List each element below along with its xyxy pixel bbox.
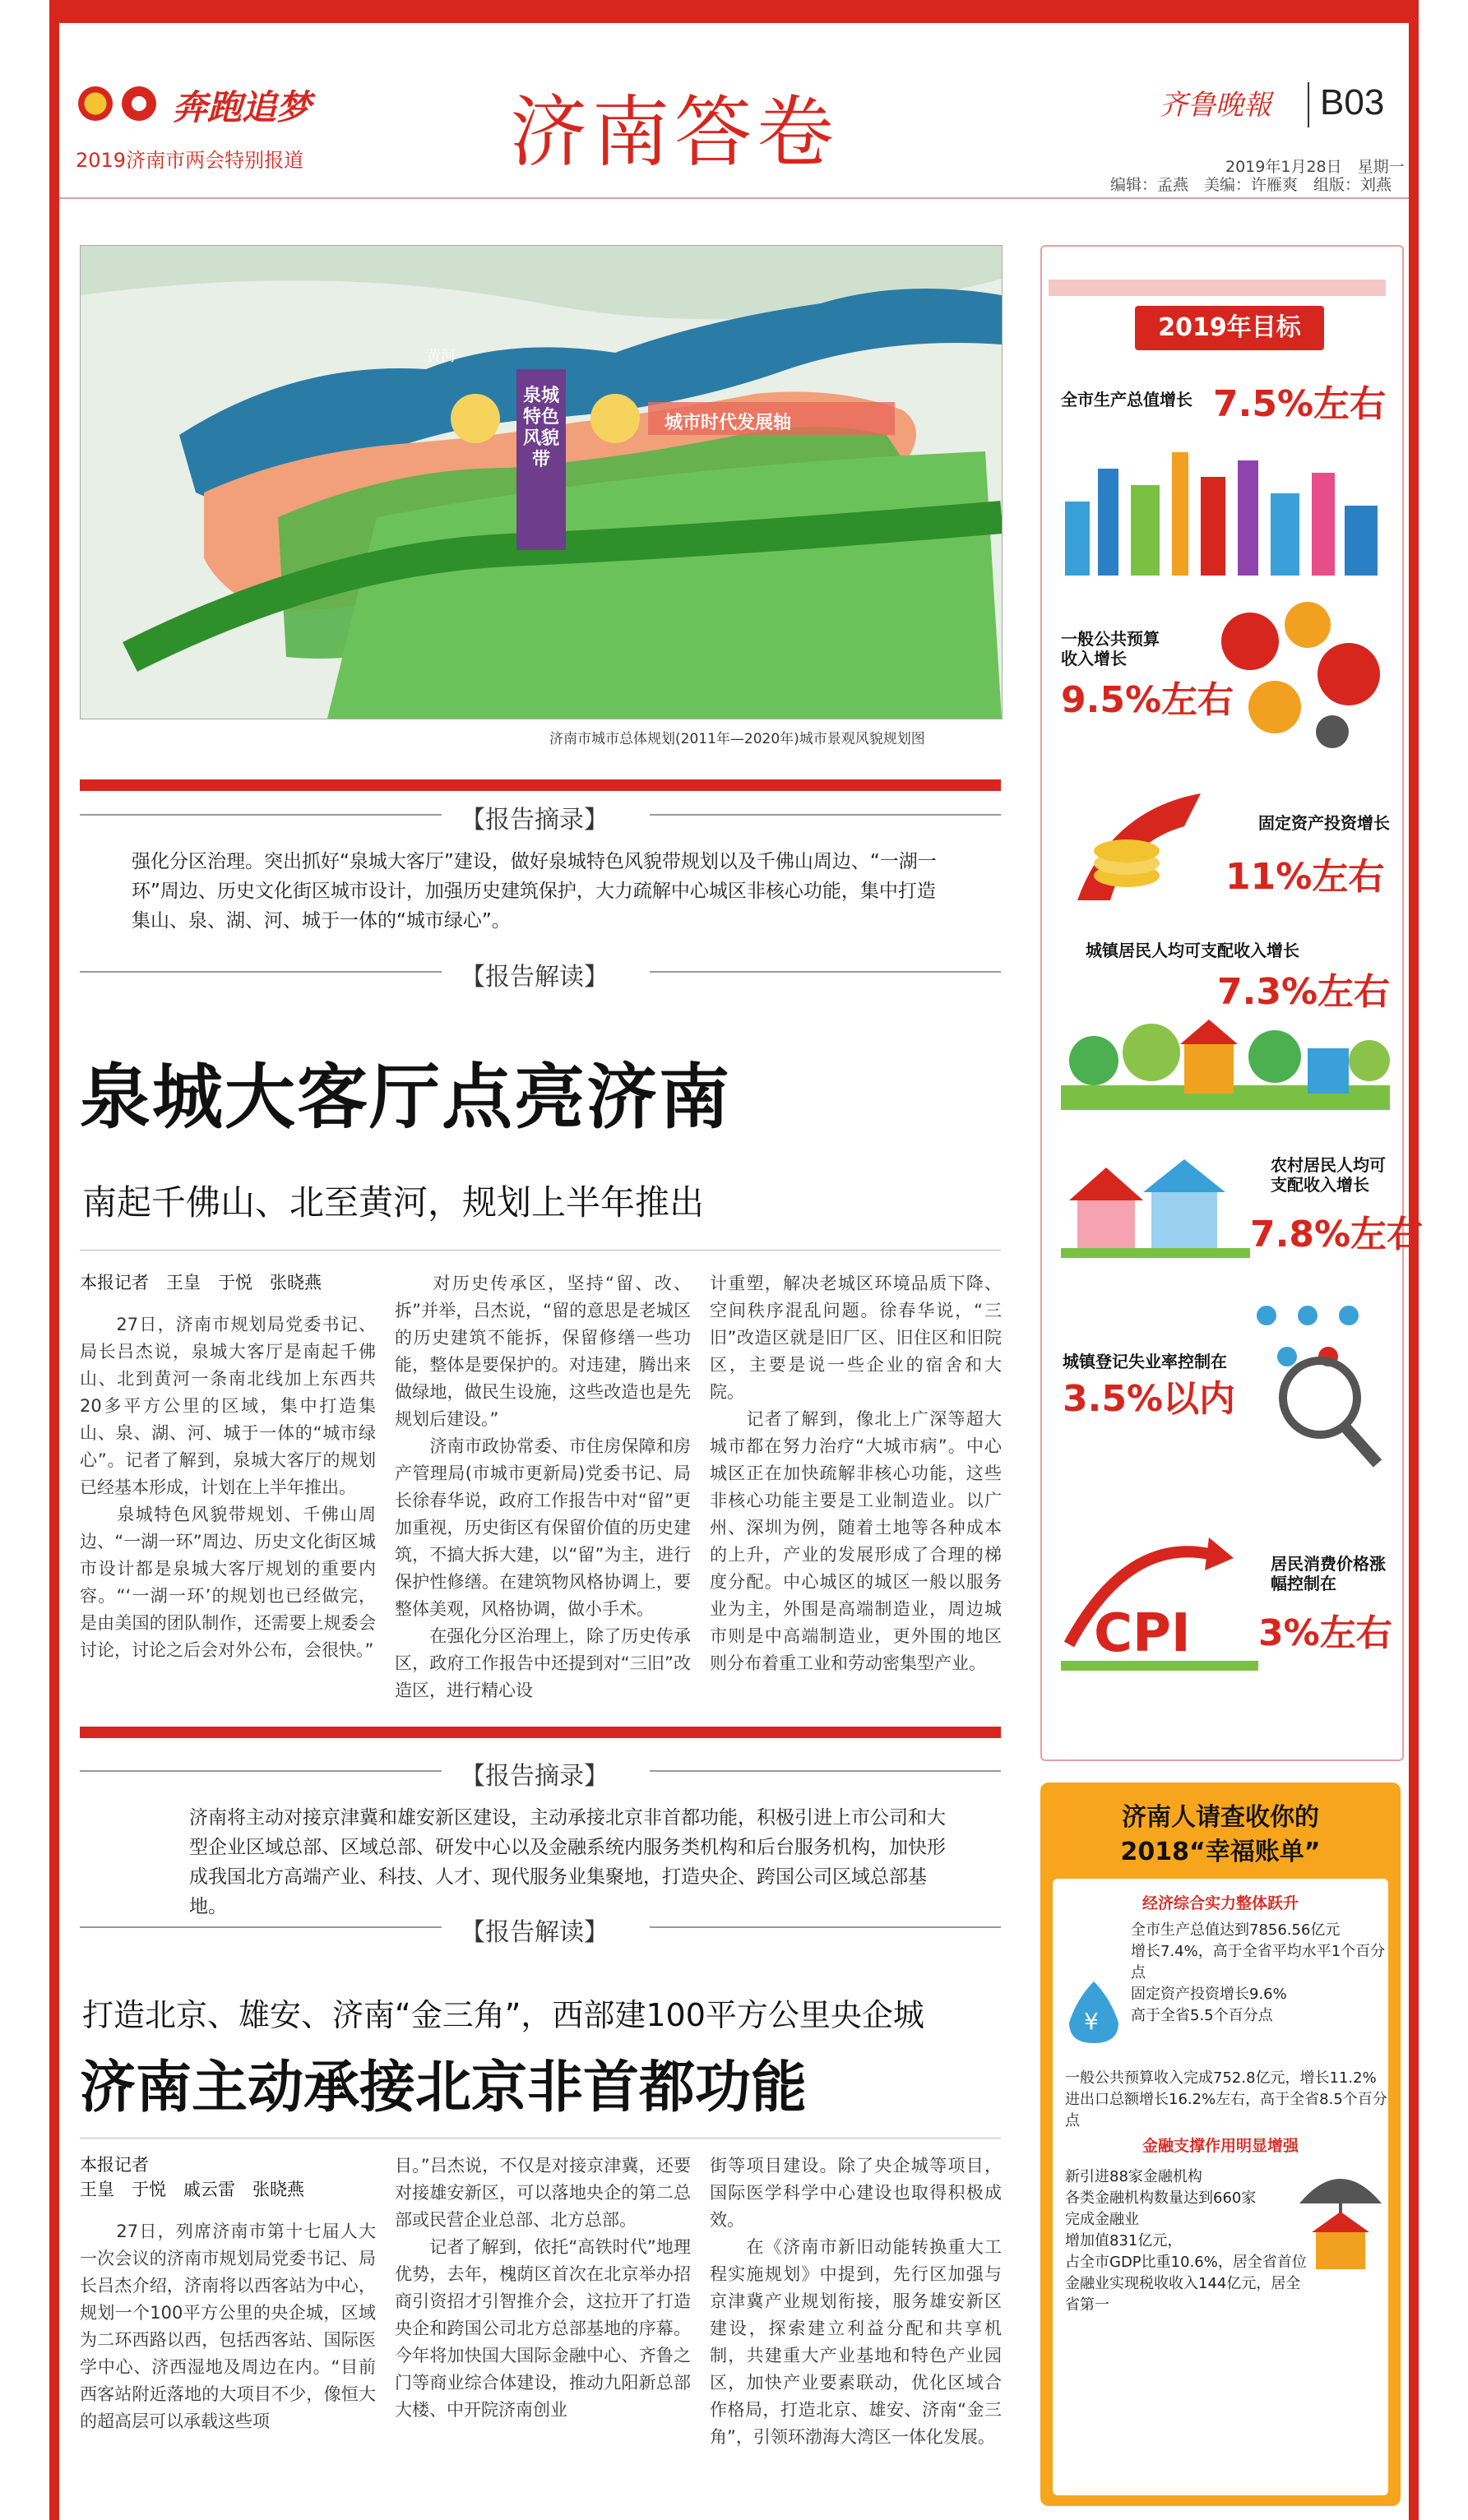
section2-red-bar (80, 1727, 1001, 1738)
section2-headline: 济南主动承接北京非首都功能 (80, 2055, 808, 2120)
goal-unemployment-value: 3.5%以内 (1063, 1378, 1236, 1420)
goal-budget-label: 一般公共预算收入增长 (1061, 629, 1160, 668)
page-number: B03 (1320, 82, 1385, 123)
section2-column-1: 27日，列席济南市第十七届人大一次会议的济南市规划局党委书记、局长吕杰介绍，济南将以西客站为中心，规划一个100平方公里的央企城，区域为二环西路以西，包括西客站、国际医学中心、济西湿地及周边在内。“目前西客站附近落地的大项目不少，像恒大的超高层可以承载这些项 (80, 2222, 376, 2431)
national-emblem-icon (78, 86, 113, 121)
money-bag-icon (1061, 1973, 1127, 2047)
map-graphic (81, 246, 1002, 719)
goals-panel-header-strip (1049, 280, 1386, 296)
section1-red-bar (80, 779, 1001, 791)
section1-subheadline: 南起千佛山、北至黄河，规划上半年推出 (82, 1182, 705, 1223)
gears-icon (1209, 592, 1390, 748)
issue-date: 2019年1月28日 星期一 (1225, 158, 1405, 176)
umbrella-house-icon (1291, 2154, 1390, 2277)
goal-rural-income-value: 7.8%左右 (1250, 1214, 1424, 1255)
section1-rule (80, 1250, 1001, 1251)
city-skyline-icon (1057, 436, 1386, 576)
section1-column-3: 计重塑，解决老城区环境品质下降、空间秩序混乱问题。徐春华说，“三旧”改造区就是旧厂区、旧住区和旧院区，主要是说一些企业的宿舍和大院。 记者了解到，像北上广深等超大城市都在努力治疗“大城市病”。中心城区正在加快疏解非核心功能，这些非核心功能主要是工业制造业。以广州、深圳为例，随着土地等各种成本的上升，产业的发展形成了合理的梯度分配。中心城区的城区一般以服务业为主，外围是高端制造业，周边城市则是中高端制造业，更外围的地区则分布着重工业和劳动密集型产业。 (710, 1274, 1002, 1673)
top-frame-bar (49, 0, 1419, 23)
goals-title: 2019年目标 (1135, 306, 1324, 350)
svg-text:¥: ¥ (1084, 2008, 1099, 2035)
account-economy-lines (1131, 1920, 1386, 2027)
section2-excerpt-text: 济南将主动对接京津冀和雄安新区建设，主动承接北京非首都功能，积极引进上市公司和大型企业区域总部、区域总部、研发中心以及金融系统内服务类机构和后台服务机构，加快形成我国北方高端产业、科技、人才、现代服务业集聚地，打造央企、跨国公司区域总部基地。 (189, 1807, 946, 1917)
goal-gdp-label: 全市生产总值增长 (1061, 390, 1192, 409)
account-line: 进出口总额增长16.2%左右，高于全省8.5个百分点 (1065, 2091, 1387, 2129)
account-section-economy: 经济综合实力整体跃升 (1142, 1894, 1299, 1912)
section2-rule (80, 2138, 1001, 2139)
goal-budget-value: 9.5%左右 (1061, 679, 1234, 721)
account-line: 固定资产投资增长9.6% (1131, 1986, 1287, 2003)
map-caption: 济南市城市总体规划(2011年—2020年)城市景观风貌规划图 (549, 731, 925, 747)
account-title: 济南人请查收你的 2018“幸福账单” (1120, 1803, 1321, 1866)
tag-line-left (80, 971, 442, 973)
goal-cpi-label: 居民消费价格涨幅控制在 (1271, 1554, 1386, 1593)
account-line: 金融业实现税收收入144亿元，居全省第一 (1065, 2275, 1301, 2314)
map-label-yellow-river: 黄河 (426, 348, 456, 365)
tag-line-left (80, 1770, 442, 1772)
section2-excerpt-tag: 【报告摘录】 (461, 1762, 609, 1791)
section1-excerpt-tag: 【报告摘录】 (461, 806, 609, 835)
account-line: 增加值831亿元， (1065, 2232, 1183, 2250)
special-report-subtitle: 2019济南市两会特别报道 (76, 149, 304, 172)
account-line: 占全市GDP比重10.6%，居全省首位 (1065, 2254, 1307, 2271)
account-line: 新引进88家金融机构 (1065, 2168, 1202, 2185)
map-label-feature-belt: 泉城特色风貌带 (522, 386, 559, 470)
account-line: 增长7.4%，高于全省平均水平1个百分点 (1131, 1943, 1386, 1981)
goal-urban-income-label: 城镇居民人均可支配收入增长 (1086, 941, 1299, 960)
header-divider (59, 197, 1409, 199)
account-finance-lines (1065, 2166, 1312, 2316)
city-planning-map (80, 245, 1003, 719)
newspaper-logo: 齐鲁晚報 (1160, 89, 1271, 122)
tag-line-left (80, 1926, 442, 1928)
brand-title: 奔跑追梦 (173, 87, 312, 127)
goal-cpi-value: 3%左右 (1258, 1612, 1392, 1654)
section2-column-3: 街等项目建设。除了央企城等项目，国际医学科学中心建设也取得积极成效。 在《济南市新旧动能转换重大工程实施规划》中提到，先行区加强与京津冀产业规划衔接，服务雄安新区建设，探索建立利益分配和共享机制，共建重大产业基地和特色产业园区，加快产业要素联动，优化区域合作格局，打造北京、雄安、济南“金三角”，引领环渤海大湾区一体化发展。 (710, 2156, 1002, 2447)
section1-headline: 泉城大客厅点亮济南 (80, 1057, 731, 1139)
section2-column-2: 目。”吕杰说，不仅是对接京津冀，还要对接雄安新区，可以落地央企的第二总部或民营企业总部、北方总部。 记者了解到，依托“高铁时代”地理优势，去年，槐荫区首次在北京举办招商引资招才引智推介会，这拉开了打造央企和跨国公司北方总部基地的序幕。今年将加快国大国际金融中心、齐鲁之门等商业综合体建设，推动九阳新总部大楼、中开院济南创业 (395, 2156, 691, 2420)
goal-gdp-value: 7.5%左右 (1213, 383, 1387, 425)
account-line: 完成金融业 (1065, 2211, 1139, 2228)
account-section-finance: 金融支撑作用明显增强 (1142, 2137, 1299, 2155)
tag-line-right (650, 1770, 1001, 1772)
logo-divider (1308, 82, 1309, 127)
tag-line-left (80, 814, 442, 816)
goal-investment-value: 11%左右 (1225, 856, 1385, 898)
goal-urban-income-value: 7.3%左右 (1217, 971, 1391, 1013)
section1-analysis-tag: 【报告解读】 (461, 963, 609, 992)
tag-line-right (650, 1926, 1001, 1928)
left-frame-bar (49, 0, 59, 2520)
goal-rural-income-label: 农村居民人均可支配收入增长 (1271, 1155, 1386, 1195)
tag-line-right (650, 971, 1001, 973)
section2-byline: 本报记者 王皇 于悦 戚云雷 张晓燕 (80, 2155, 304, 2199)
cpi-big-text: CPI (1094, 1603, 1191, 1664)
account-economy-lines-2 (1065, 2068, 1390, 2132)
people-magnifier-icon (1242, 1291, 1390, 1480)
tag-line-right (650, 814, 1001, 816)
section1-excerpt-text: 强化分区治理。突出抓好“泉城大客厅”建设，做好泉城特色风貌带规划以及千佛山周边、“一湖一环”周边、历史文化街区城市设计，加强历史建筑保护，大力疏解中心城区非核心功能，集中打造集山、泉、湖、河、城于一体的“城市绿心”。 (132, 851, 937, 932)
section2-analysis-tag: 【报告解读】 (461, 1918, 609, 1947)
right-frame-bar (1409, 0, 1419, 2520)
section1-column-1: 27日，济南市规划局党委书记、局长吕杰说，泉城大客厅是南起千佛山、北到黄河一条南北线加上东西共20多平方公里的区域，集中打造集山、泉、湖、河、城于一体的“城市绿心”。记者了解到，泉城大客厅的规划已经基本形成，计划在上半年推出。 泉城特色风貌带规划、千佛山周边、“一湖一环”周边、历史文化街区城市设计都是泉城大客厅规划的重要内容。“‘一湖一环’的规划也已经做完，是由美国的团队制作，还需要上规委会讨论，讨论之后会对外公布，会很快。” (80, 1315, 376, 1660)
town-trees-icon (1061, 1003, 1390, 1110)
account-line: 一般公共预算收入完成752.8亿元，增长11.2% (1065, 2069, 1377, 2087)
account-line: 各类金融机构数量达到660家 (1065, 2189, 1257, 2207)
party-emblem-icon (122, 86, 156, 121)
goal-unemployment-label: 城镇登记失业率控制在 (1063, 1352, 1227, 1371)
account-line: 高于全省5.5个百分点 (1131, 2007, 1273, 2024)
map-label-development-axis: 城市时代发展轴 (665, 413, 792, 433)
section1-column-2: 对历史传承区，坚持“留、改、拆”并举，吕杰说，“留的意思是老城区的历史建筑不能拆，保留修缮一些功能，整体是要保护的。对违建，腾出来做绿地，做民生设施，这些改造也是先规划后建设。” 济南市政协常委、市住房保障和房产管理局(市城市更新局)党委书记、局长徐春华说，政府工作报告中对“留”更加重视，历史街区有保留价值的历史建筑，不搞大拆大建，以“留”为主，进行保护性修缮。在建筑物风格协调上，要整体美观，风格协调，做小手术。 在强化分区治理上，除了历史传承区，政府工作报告中还提到对“三旧”改造区，进行精心设 (395, 1274, 691, 1700)
section1-byline: 本报记者 王皇 于悦 张晓燕 (80, 1273, 322, 1292)
section2-subheadline: 打造北京、雄安、济南“金三角”，西部建100平方公里央企城 (82, 1997, 924, 2033)
goal-investment-label: 固定资产投资增长 (1258, 813, 1390, 833)
account-line: 全市生产总值达到7856.56亿元 (1131, 1921, 1341, 1939)
editor-credits: 编辑：孟燕 美编：许雁爽 组版：刘燕 (1110, 176, 1392, 194)
section-title: 济南答卷 (510, 88, 840, 178)
village-houses-icon (1061, 1143, 1250, 1258)
coin-arrow-icon (1061, 777, 1217, 917)
